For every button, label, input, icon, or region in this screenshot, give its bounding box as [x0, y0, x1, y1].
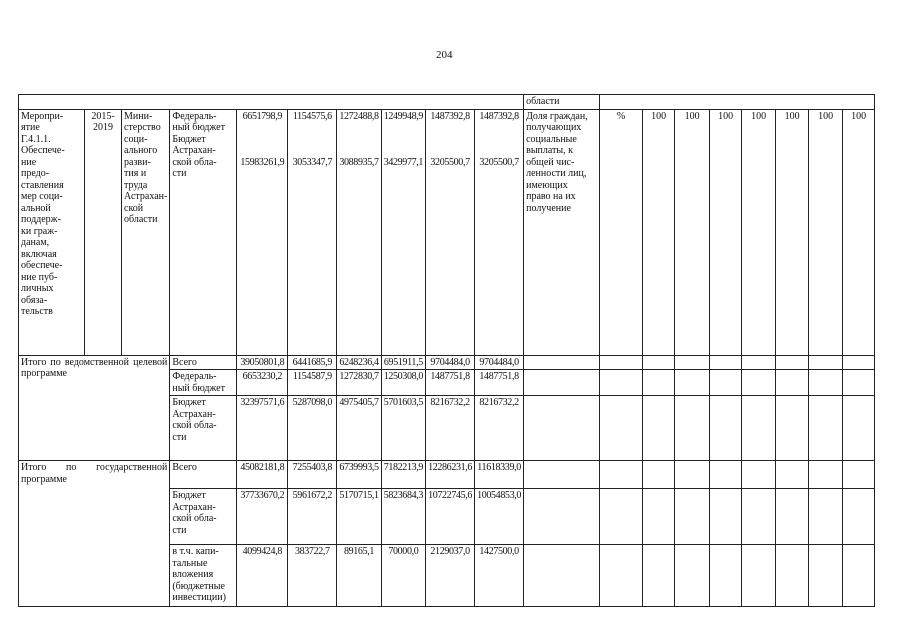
measure-value-cell — [426, 109, 475, 355]
empty-cell — [742, 355, 776, 370]
empty-cell — [675, 355, 710, 370]
empty-cell — [776, 461, 809, 489]
regional-value: 3205500,7 — [430, 157, 470, 168]
program-table — [18, 94, 875, 607]
indicator-value: 100 — [675, 109, 710, 355]
empty-cell — [524, 355, 600, 370]
value-cell: 9704484,0 — [475, 355, 524, 370]
empty-cell — [675, 545, 710, 607]
value-cell: 2129037,0 — [426, 545, 475, 607]
measure-value-cell — [237, 109, 288, 355]
empty-cell — [742, 489, 776, 545]
federal-value: 1249948,9 — [383, 110, 424, 122]
empty-cell — [776, 396, 809, 461]
value-cell: 6739993,5 — [337, 461, 381, 489]
empty-cell — [710, 370, 742, 396]
value-cell: 39050801,8 — [237, 355, 288, 370]
measure-source: Федераль- ный бюджет Бюджет Астрахан- ской обла- сти — [170, 109, 237, 355]
empty-cell — [776, 370, 809, 396]
regional-value: 3205500,7 — [479, 157, 519, 168]
header-fragment: области — [524, 95, 600, 110]
indicator-value: 100 — [776, 109, 809, 355]
blank-header-cell — [19, 95, 524, 110]
header-fragment-row — [19, 95, 875, 110]
empty-cell — [600, 489, 643, 545]
value-cell: 5961672,2 — [288, 489, 337, 545]
value-cell: 10722745,6 — [426, 489, 475, 545]
empty-cell — [675, 461, 710, 489]
indicator-name: Доля граждан, получающих социальные выплаты, к общей чис- ленности лиц, имеющих право на их получение — [524, 109, 600, 355]
empty-cell — [809, 355, 843, 370]
value-cell: 6951911,5 — [381, 355, 425, 370]
measure-value-cell — [381, 109, 425, 355]
regional-value: 3429977,1 — [383, 157, 424, 168]
empty-cell — [524, 461, 600, 489]
empty-cell — [600, 461, 643, 489]
empty-cell — [710, 396, 742, 461]
empty-cell — [776, 355, 809, 370]
value-cell: 11618339,0 — [475, 461, 524, 489]
empty-cell — [710, 461, 742, 489]
measure-period: 2015- 2019 — [85, 109, 122, 355]
row-source: Бюджет Астрахан- ской обла- сти — [170, 396, 237, 461]
federal-value: 6651798,9 — [242, 110, 283, 122]
value-cell: 89165,1 — [337, 545, 381, 607]
dept-total-label: Итого по ведомственной целевой программе — [19, 355, 170, 461]
measure-value-cell — [475, 109, 524, 355]
measure-value-cell — [337, 109, 381, 355]
empty-cell — [742, 370, 776, 396]
value-cell: 9704484,0 — [426, 355, 475, 370]
empty-cell — [524, 489, 600, 545]
value-cell: 6248236,4 — [337, 355, 381, 370]
measure-row — [19, 109, 875, 355]
value-cell: 1154587,9 — [288, 370, 337, 396]
empty-cell — [524, 370, 600, 396]
row-source: Бюджет Астрахан- ской обла- сти — [170, 489, 237, 545]
empty-cell — [843, 355, 875, 370]
empty-cell — [742, 396, 776, 461]
empty-cell — [776, 489, 809, 545]
regional-value: 15983261,9 — [240, 157, 285, 168]
indicator-value: 100 — [643, 109, 675, 355]
empty-cell — [742, 545, 776, 607]
regional-value: 3053347,7 — [292, 157, 333, 168]
empty-cell — [809, 545, 843, 607]
value-cell: 37733670,2 — [237, 489, 288, 545]
empty-cell — [809, 396, 843, 461]
empty-cell — [843, 396, 875, 461]
empty-cell — [809, 370, 843, 396]
indicator-value: 100 — [843, 109, 875, 355]
value-cell: 4975405,7 — [337, 396, 381, 461]
empty-cell — [843, 545, 875, 607]
empty-cell — [710, 545, 742, 607]
empty-cell — [524, 545, 600, 607]
empty-cell — [675, 489, 710, 545]
value-cell: 1487751,8 — [426, 370, 475, 396]
empty-cell — [643, 396, 675, 461]
measure-value-cell — [288, 109, 337, 355]
value-cell: 1427500,0 — [475, 545, 524, 607]
value-cell: 7182213,9 — [381, 461, 425, 489]
empty-cell — [643, 370, 675, 396]
blank-header-cell — [600, 95, 875, 110]
row-source: Всего — [170, 461, 237, 489]
indicator-value: 100 — [809, 109, 843, 355]
empty-cell — [524, 396, 600, 461]
federal-value: 1487392,8 — [479, 110, 519, 122]
empty-cell — [809, 461, 843, 489]
value-cell: 70000,0 — [381, 545, 425, 607]
value-cell: 5823684,3 — [381, 489, 425, 545]
empty-cell — [643, 545, 675, 607]
value-cell: 10054853,0 — [475, 489, 524, 545]
row-source: Всего — [170, 355, 237, 370]
value-cell: 1272830,7 — [337, 370, 381, 396]
empty-cell — [809, 489, 843, 545]
value-cell: 5287098,0 — [288, 396, 337, 461]
value-cell: 5701603,5 — [381, 396, 425, 461]
empty-cell — [600, 396, 643, 461]
indicator-value: 100 — [710, 109, 742, 355]
program-total-row — [19, 461, 875, 489]
federal-value: 1154575,6 — [292, 110, 332, 122]
value-cell: 383722,7 — [288, 545, 337, 607]
value-cell: 32397571,6 — [237, 396, 288, 461]
row-source: в т.ч. капи- тальные вложения (бюджетные инвестиции) — [170, 545, 237, 607]
empty-cell — [710, 489, 742, 545]
value-cell: 6441685,9 — [288, 355, 337, 370]
value-cell: 7255403,8 — [288, 461, 337, 489]
empty-cell — [600, 545, 643, 607]
empty-cell — [675, 396, 710, 461]
empty-cell — [776, 545, 809, 607]
empty-cell — [843, 461, 875, 489]
value-cell: 4099424,8 — [237, 545, 288, 607]
indicator-unit: % — [600, 109, 643, 355]
page-number: 204 — [436, 49, 453, 61]
value-cell: 8216732,2 — [426, 396, 475, 461]
program-total-label: Итого по государственной программе — [19, 461, 170, 607]
federal-value: 1272488,8 — [339, 110, 379, 122]
empty-cell — [742, 461, 776, 489]
row-source: Федераль- ный бюджет — [170, 370, 237, 396]
empty-cell — [643, 461, 675, 489]
value-cell: 6653230,2 — [237, 370, 288, 396]
dept-total-row — [19, 355, 875, 370]
value-cell: 1487751,8 — [475, 370, 524, 396]
empty-cell — [600, 355, 643, 370]
value-cell: 45082181,8 — [237, 461, 288, 489]
federal-value: 1487392,8 — [430, 110, 470, 122]
value-cell: 12286231,6 — [426, 461, 475, 489]
empty-cell — [643, 489, 675, 545]
empty-cell — [843, 489, 875, 545]
value-cell: 5170715,1 — [337, 489, 381, 545]
regional-value: 3088935,7 — [339, 157, 379, 168]
indicator-value: 100 — [742, 109, 776, 355]
measure-executor: Мини- стерство соци- ального разви- тия и труда Астрахан- ской области — [122, 109, 170, 355]
value-cell: 8216732,2 — [475, 396, 524, 461]
empty-cell — [843, 370, 875, 396]
measure-name: Меропри- ятие Г.4.1.1. Обеспече- ние предо- ставления мер соци- альной поддерж- ки граж- данам, включая обеспече- ние пуб- личных обяза- тельств — [19, 109, 85, 355]
empty-cell — [675, 370, 710, 396]
empty-cell — [710, 355, 742, 370]
empty-cell — [643, 355, 675, 370]
value-cell: 1250308,0 — [381, 370, 425, 396]
empty-cell — [600, 370, 643, 396]
